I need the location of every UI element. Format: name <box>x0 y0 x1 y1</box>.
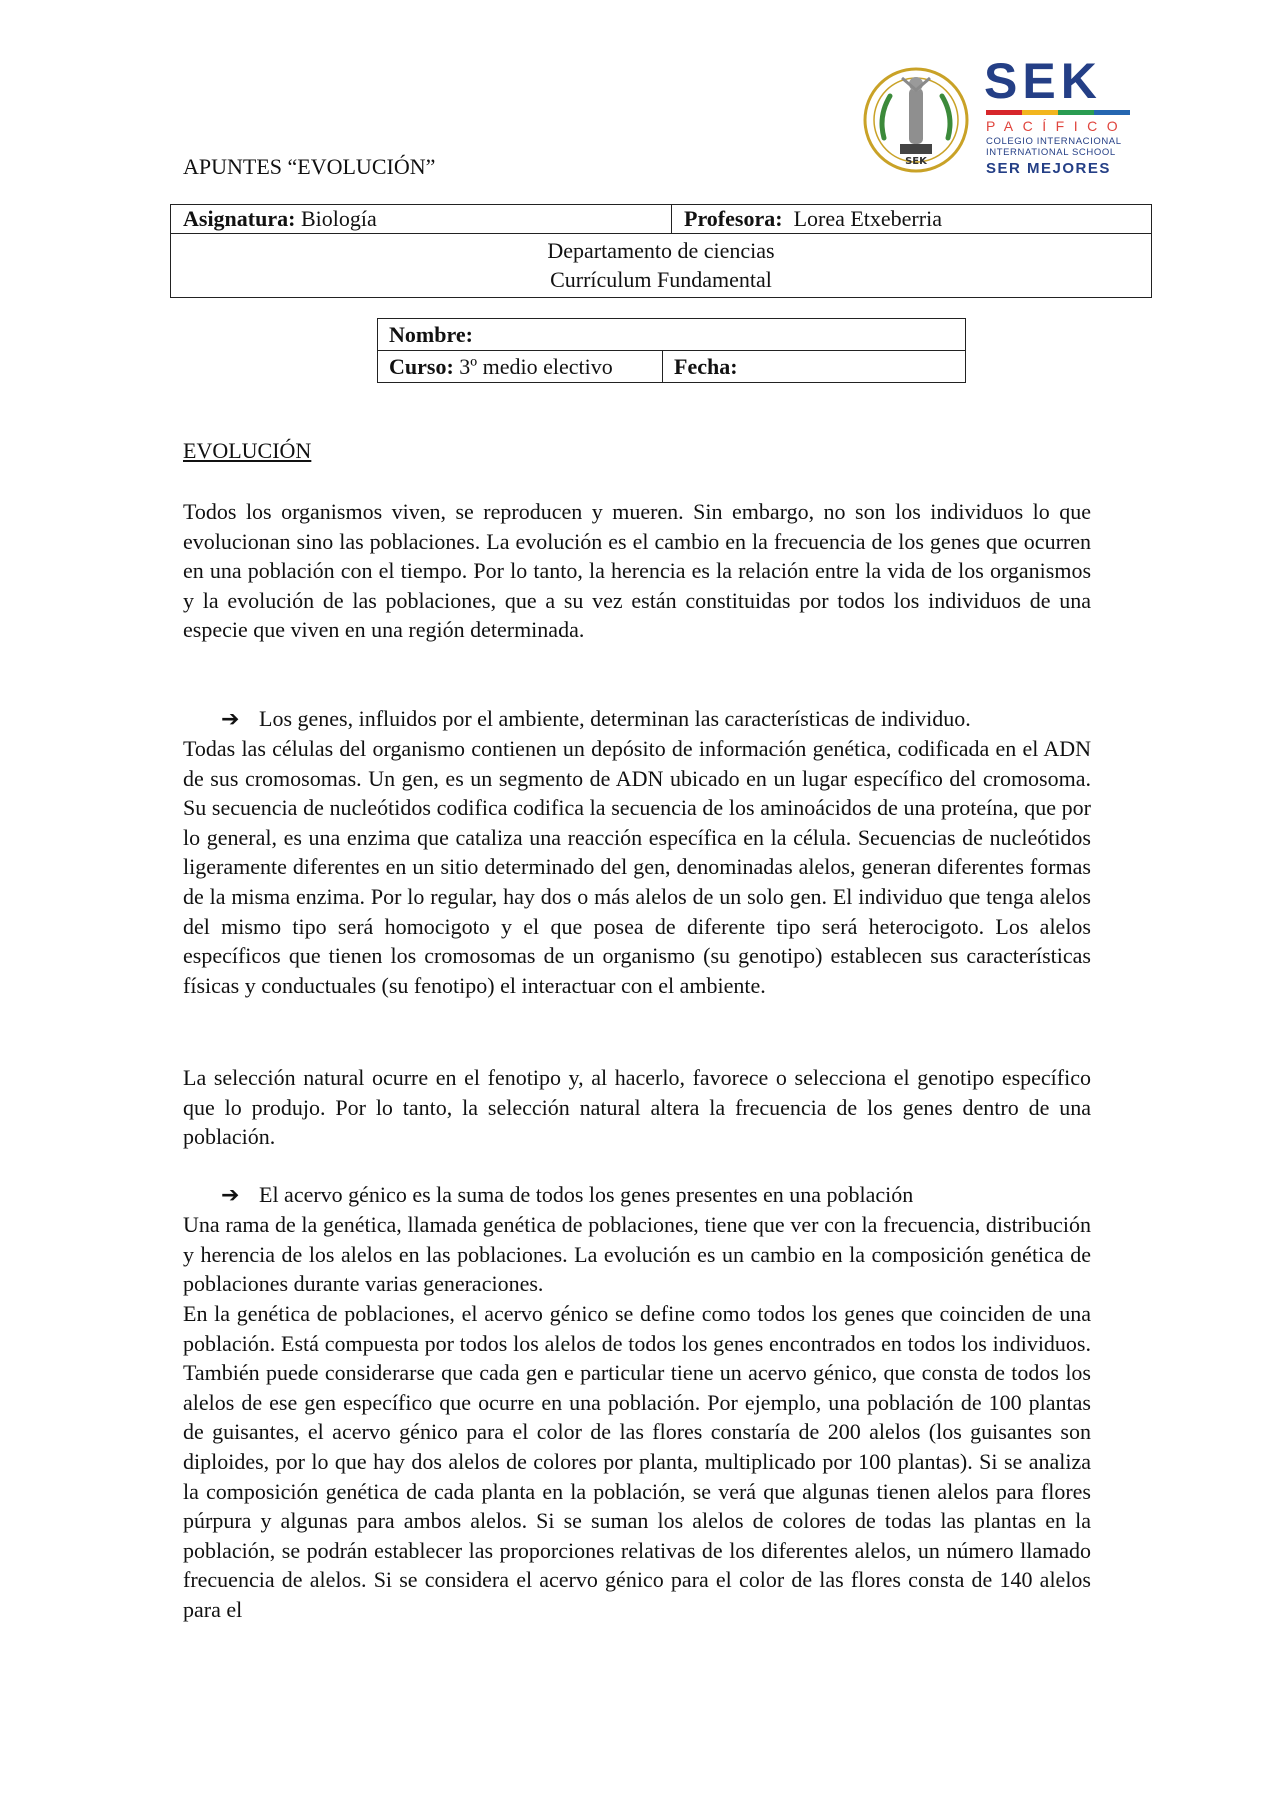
date-cell <box>663 351 966 383</box>
school-seal-icon <box>862 66 970 174</box>
logo-sub: PACÍFICO <box>986 118 1128 134</box>
section-title: EVOLUCIÓN <box>183 438 312 463</box>
name-cell <box>378 319 966 351</box>
course-info-table <box>170 204 1152 298</box>
logo-line-1: COLEGIO INTERNACIONAL <box>986 136 1122 147</box>
logo-line-2: INTERNATIONAL SCHOOL <box>986 147 1116 158</box>
school-logo <box>862 53 1130 178</box>
bullet-genes-text: Los genes, influidos por el ambiente, determinan las características de individuo. <box>259 706 971 731</box>
course-value: 3º medio electivo <box>459 354 613 379</box>
subject-label: Asignatura: <box>183 206 296 231</box>
course-cell <box>378 351 663 383</box>
teacher-value: Lorea Etxeberria <box>793 206 942 231</box>
document-title: APUNTES “EVOLUCIÓN” <box>183 154 436 179</box>
subject-value: Biología <box>300 206 377 231</box>
bullet-genes <box>183 704 1091 735</box>
table-row <box>171 234 1152 298</box>
teacher-label: Profesora: <box>684 206 783 231</box>
table-row <box>378 319 966 351</box>
svg-text:SEK: SEK <box>905 156 927 167</box>
name-label: Nombre: <box>389 322 473 347</box>
curriculum-name: Currículum Fundamental <box>550 267 772 292</box>
paragraph-selection: La selección natural ocurre en el fenotipo y, al hacerlo, favorece o selecciona el genotipo específico que lo produjo. Por lo tanto, la selección natural altera la frecuencia de los genes dentro de una población. <box>183 1065 1091 1150</box>
table-row <box>171 205 1152 234</box>
paragraph-population-genetics: Una rama de la genética, llamada genética de poblaciones, tiene que ver con la frecuencia, distribución y herencia de los alelos en las poblaciones. La evolución es un cambio en la composición genética de poblaciones durante varias generaciones. <box>183 1212 1091 1297</box>
paragraph-intro: Todos los organismos viven, se reproducen y mueren. Sin embargo, no son los individuos lo que evolucionan sino las poblaciones. La evolución es el cambio en la frecuencia de los genes que ocurren en una población con el tiempo. Por lo tanto, la herencia es la relación entre la vida de los organismos y la evolución de las poblaciones, que a su vez están constituidas por todos los individuos de una especie que viven en una región determinada. <box>183 499 1091 643</box>
course-label: Curso: <box>389 354 454 379</box>
department-name: Departamento de ciencias <box>547 238 775 263</box>
arrow-right-icon: ➔ <box>221 707 240 732</box>
teacher-cell <box>672 205 1152 234</box>
bullet-acervo-text: El acervo génico es la suma de todos los genes presentes en una población <box>259 1182 914 1207</box>
arrow-right-icon: ➔ <box>221 1183 240 1208</box>
date-label: Fecha: <box>674 354 738 379</box>
logo-color-bar <box>986 110 1130 115</box>
paragraph-gene-pool: En la genética de poblaciones, el acervo génico se define como todos los genes que coinciden de una población. Está compuesta por todos los alelos de todos los genes encontrados en todos los individuos. También puede considerarse que cada gen e particular tiene un acervo génico, que consta de todos los alelos de ese gen específico que ocurre en una población. Por ejemplo, una población de 100 plantas de guisantes, el acervo génico para el color de las flores constaría de 200 alelos (los guisantes son diploides, por lo que hay dos alelos de colores por planta, multiplicado por 100 plantas). Si se analiza la composición genética de cada planta en la población, se verá que algunas tienen alelos para flores púrpura y algunas para ambos alelos. Si se suman los alelos de colores de todas las plantas en la población, se podrán establecer las proporciones relativas de los diferentes alelos, un número llamado frecuencia de alelos. Si se considera el acervo génico para el color de las flores consta de 140 alelos para el <box>183 1301 1091 1622</box>
paragraph-genes: Todas las células del organismo contienen un depósito de información genética, codificada en el ADN de sus cromosomas. Un gen, es un segmento de ADN ubicado en un lugar específico del cromosoma. Su secuencia de nucleótidos codifica codifica la secuencia de los aminoácidos de una proteína, que por lo general, es una enzima que cataliza una reacción específica en la célula. Secuencias de nucleótidos ligeramente diferentes en un sitio determinado del gen, denominadas alelos, generan diferentes formas de la misma enzima. Por lo regular, hay dos o más alelos de un solo gen. El individuo que tenga alelos del mismo tipo será homocigoto y el que posea de diferente tipo será heterocigoto. Los alelos específicos que tienen los cromosomas de un organismo (su genotipo) establecen sus características físicas y conductuales (su fenotipo) el interactuar con el ambiente. <box>183 736 1091 998</box>
bullet-acervo <box>183 1180 1091 1211</box>
logo-brand: SEK <box>984 53 1102 109</box>
logo-motto: SER MEJORES <box>986 160 1111 177</box>
subject-cell <box>171 205 672 234</box>
student-info-table <box>377 318 966 383</box>
department-cell <box>171 234 1152 298</box>
table-row <box>378 351 966 383</box>
